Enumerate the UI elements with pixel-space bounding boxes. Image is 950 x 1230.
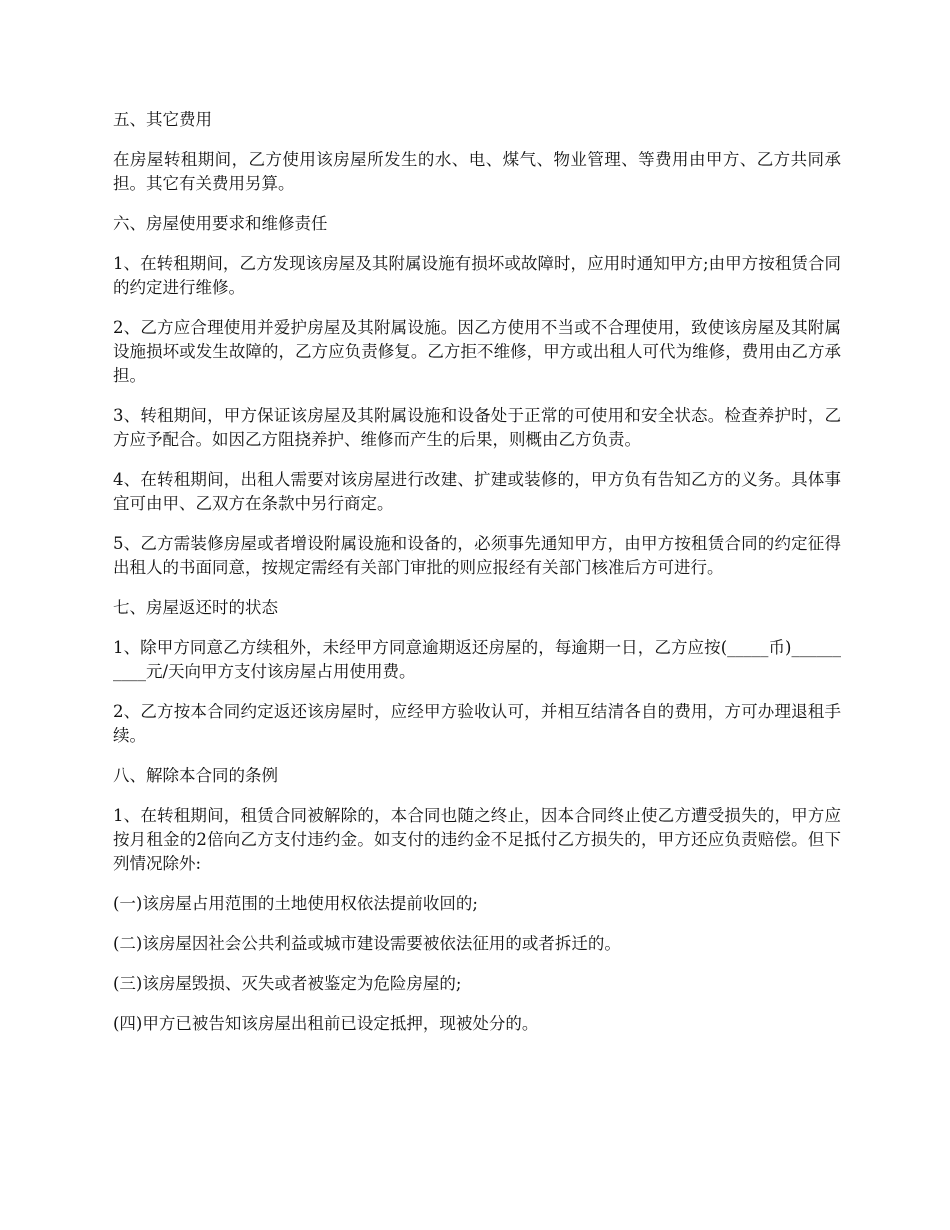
clause-6-2: 2、乙方应合理使用并爱护房屋及其附属设施。因乙方使用不当或不合理使用，致使该房屋及其附属设施损坏或发生故障的，乙方应负责修复。乙方拒不维修，甲方或出租人可代为维修，费用由乙方承担。 [113,318,841,385]
exception-4: (四)甲方已被告知该房屋出租前已设定抵押，现被处分的。 [113,1014,539,1033]
clause-6-3: 3、转租期间，甲方保证该房屋及其附属设施和设备处于正常的可使用和安全状态。检查养护时，乙方应予配合。如因乙方阻挠养护、维修而产生的后果，则概由乙方负责。 [113,406,841,449]
clause-7-2: 2、乙方按本合同约定返还该房屋时，应经甲方验收认可，并相互结清各自的费用，方可办理退租手续。 [113,702,841,745]
paragraph-other-fees: 在房屋转租期间，乙方使用该房屋所发生的水、电、煤气、物业管理、等费用由甲方、乙方共同承担。其它有关费用另算。 [113,150,841,193]
clause-6-4: 4、在转租期间，出租人需要对该房屋进行改建、扩建或装修的，甲方负有告知乙方的义务。具体事宜可由甲、乙双方在条款中另行商定。 [113,470,841,513]
exception-2: (二)该房屋因社会公共利益或城市建设需要被依法征用的或者拆迁的。 [113,934,621,953]
document-page [113,108,841,1052]
clause-6-1: 1、在转租期间，乙方发现该房屋及其附属设施有损坏或故障时，应用时通知甲方;由甲方按租赁合同的约定进行维修。 [113,254,841,297]
clause-6-5: 5、乙方需装修房屋或者增设附属设施和设备的，必须事先通知甲方，由甲方按租赁合同的约定征得出租人的书面同意，按规定需经有关部门审批的则应报经有关部门核准后方可进行。 [113,534,841,577]
section-heading-return-state: 七、房屋返还时的状态 [113,598,278,617]
section-heading-termination: 八、解除本合同的条例 [113,766,278,785]
section-heading-usage-repair: 六、房屋使用要求和维修责任 [113,214,328,233]
section-heading-other-fees: 五、其它费用 [113,110,212,129]
exception-1: (一)该房屋占用范围的土地使用权依法提前收回的; [113,894,478,913]
clause-8-1: 1、在转租期间，租赁合同被解除的，本合同也随之终止，因本合同终止使乙方遭受损失的，甲方应按月租金的2倍向乙方支付违约金。如支付的违约金不足抵付乙方损失的，甲方还应负责赔偿。但下列情况除外: [113,806,841,873]
clause-7-1: 1、除甲方同意乙方续租外，未经甲方同意逾期返还房屋的，每逾期一日，乙方应按(_____币)__________元/天向甲方支付该房屋占用使用费。 [113,638,841,681]
exception-3: (三)该房屋毁损、灭失或者被鉴定为危险房屋的; [113,974,462,993]
